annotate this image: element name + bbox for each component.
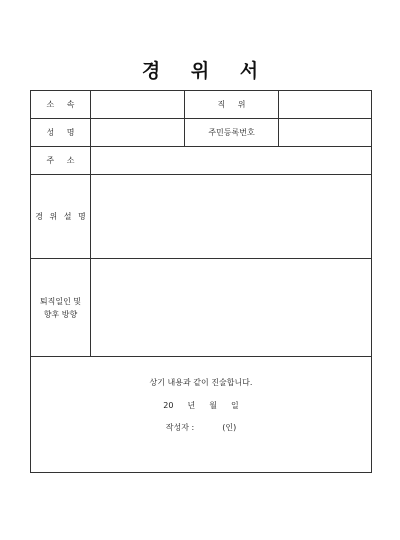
statement-form	[30, 90, 372, 473]
reason-label-line1: 퇴직일인 및	[39, 296, 82, 306]
statement-text: 상기 내용과 같이 진술합니다.	[149, 378, 253, 387]
position-field[interactable]	[279, 91, 372, 119]
resident-number-field[interactable]	[279, 119, 372, 147]
reason-label	[31, 259, 91, 357]
row-affiliation	[31, 91, 372, 119]
address-field[interactable]	[91, 147, 372, 175]
affiliation-field[interactable]	[91, 91, 185, 119]
resident-number-label: 주민등록번호	[185, 119, 279, 147]
name-field[interactable]	[91, 119, 185, 147]
author-label: 작성자 :	[165, 423, 195, 432]
explanation-label: 경 위 설 명	[31, 175, 91, 259]
row-name	[31, 119, 372, 147]
date-month-unit: 월	[209, 401, 217, 410]
date-day-unit: 일	[230, 401, 239, 410]
row-footer	[31, 357, 372, 473]
seal-mark: (인)	[222, 423, 237, 432]
author-line	[31, 422, 371, 433]
date-line	[31, 400, 371, 411]
date-year: 20	[163, 401, 174, 410]
signature-block	[31, 357, 372, 473]
row-explanation	[31, 175, 372, 259]
document-title: 경 위 서	[141, 60, 271, 82]
reason-field[interactable]	[91, 259, 372, 357]
address-label: 주 소	[31, 147, 91, 175]
reason-label-line2: 향후 방향	[43, 309, 78, 319]
row-reason	[31, 259, 372, 357]
name-label: 성 명	[31, 119, 91, 147]
date-year-unit: 년	[187, 401, 196, 410]
affiliation-label: 소 속	[31, 91, 91, 119]
explanation-field[interactable]	[91, 175, 372, 259]
row-address	[31, 147, 372, 175]
position-label: 직 위	[185, 91, 279, 119]
